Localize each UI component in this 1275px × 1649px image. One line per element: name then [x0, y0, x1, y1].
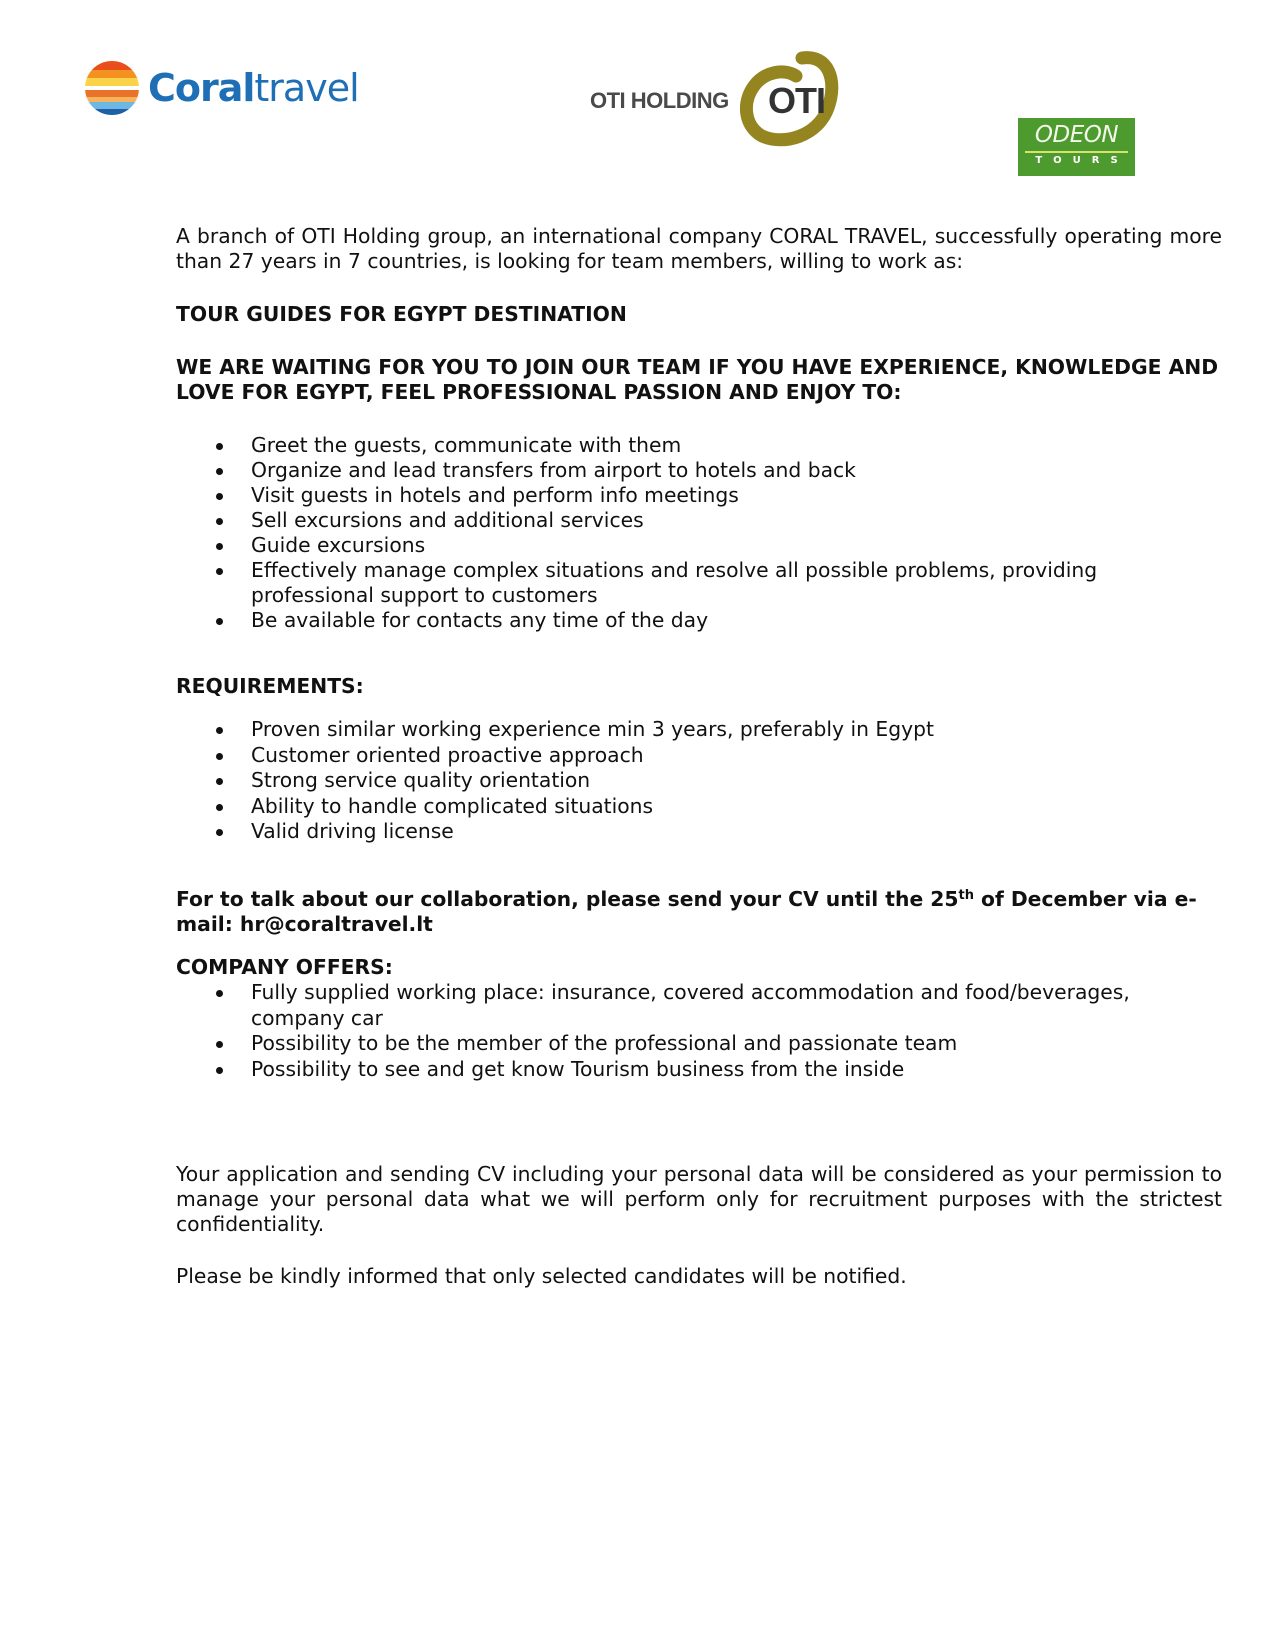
- list-item: Valid driving license: [176, 819, 1222, 845]
- intro-paragraph: A branch of OTI Holding group, an international company CORAL TRAVEL, successfully operating more than 27 years in 7 countries, is looking for team members, willing to work as:: [176, 224, 1222, 273]
- list-item: Effectively manage complex situations and resolve all possible problems, providing professional support to customers: [176, 558, 1222, 608]
- odeon-subtitle: TOURS: [1035, 155, 1129, 166]
- odeon-tours-logo: [1018, 118, 1135, 176]
- notice-paragraph: Please be kindly informed that only selected candidates will be notified.: [176, 1263, 907, 1288]
- list-item: Sell excursions and additional services: [176, 508, 1222, 533]
- list-item: Possibility to see and get know Tourism business from the inside: [176, 1057, 1222, 1083]
- duties-list: [176, 433, 1222, 633]
- list-item: Visit guests in hotels and perform info meetings: [176, 483, 1222, 508]
- list-item: Be available for contacts any time of the day: [176, 608, 1222, 633]
- oti-mark-text: OTI: [768, 80, 825, 121]
- coral-travel-logo: [84, 60, 359, 120]
- oti-holding-text: OTI HOLDING: [590, 88, 729, 113]
- offers-heading: COMPANY OFFERS:: [176, 954, 393, 979]
- offers-list: [176, 980, 1222, 1083]
- oti-holding-logo: [590, 50, 860, 148]
- cv-instructions: For to talk about our collaboration, please send your CV until the 25th of December via e-mail: hr@coraltravel.lt: [176, 886, 1197, 937]
- list-item: Customer oriented proactive approach: [176, 743, 1222, 769]
- list-item: Guide excursions: [176, 533, 1222, 558]
- requirements-heading: REQUIREMENTS:: [176, 674, 364, 698]
- list-item: Proven similar working experience min 3 years, preferably in Egypt: [176, 717, 1222, 743]
- coral-sun-icon: [84, 60, 140, 116]
- list-item: Ability to handle complicated situations: [176, 794, 1222, 820]
- privacy-paragraph: Your application and sending CV including your personal data will be considered as your permission to manage your personal data what we will perform only for recruitment purposes with the strictest confidentiality.: [176, 1161, 1222, 1236]
- list-item: Organize and lead transfers from airport to hotels and back: [176, 458, 1222, 483]
- coral-travel-wordmark: Coraltravel: [148, 66, 359, 110]
- document-body: [176, 224, 1222, 1289]
- list-item: Strong service quality orientation: [176, 768, 1222, 794]
- odeon-wordmark: ODEON: [1034, 122, 1119, 148]
- job-title: TOUR GUIDES FOR EGYPT DESTINATION: [176, 302, 627, 326]
- list-item: Possibility to be the member of the professional and passionate team: [176, 1031, 1222, 1057]
- list-item: Greet the guests, communicate with them: [176, 433, 1222, 458]
- requirements-list: [176, 717, 1222, 845]
- odeon-divider: [1025, 151, 1128, 153]
- invitation-heading: WE ARE WAITING FOR YOU TO JOIN OUR TEAM IF YOU HAVE EXPERIENCE, KNOWLEDGE AND LOVE FOR EGYPT, FEEL PROFESSIONAL PASSION AND ENJOY TO:: [176, 355, 1219, 404]
- list-item: Fully supplied working place: insurance, covered accommodation and food/beverages, company car: [176, 980, 1222, 1031]
